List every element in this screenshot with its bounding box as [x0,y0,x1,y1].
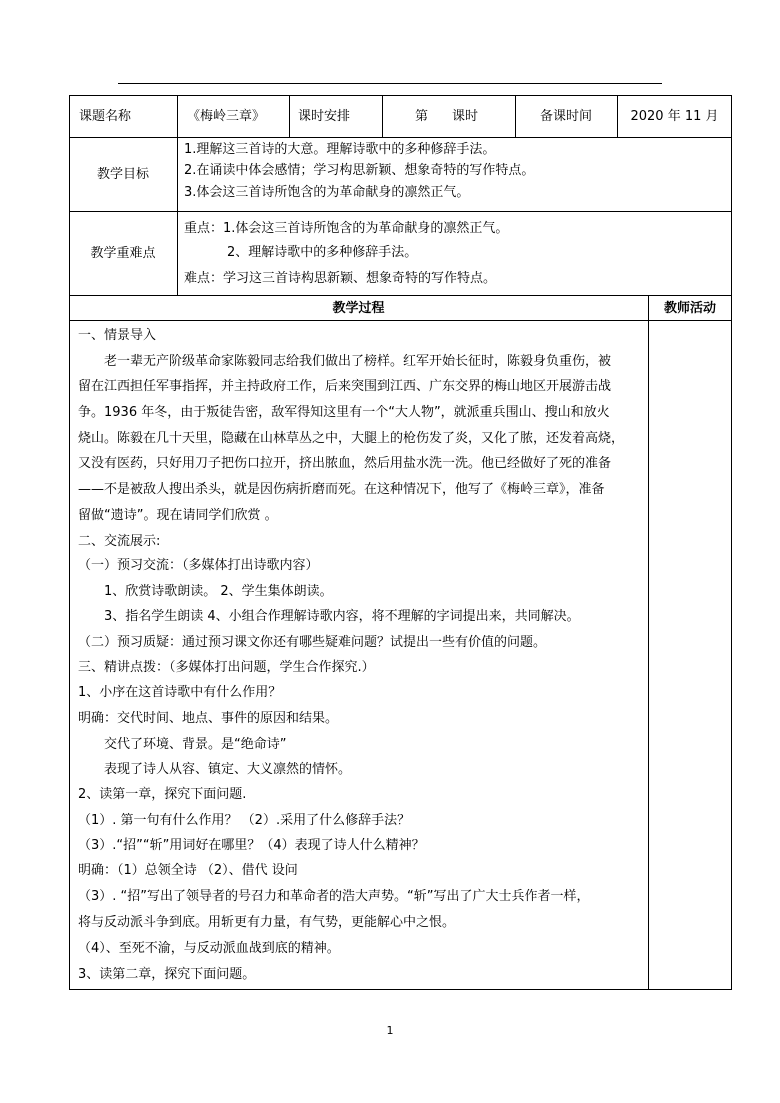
process-line: 烧山。陈毅在几十天里，隐藏在山林草丛之中，大腿上的枪伤发了炎，又化了脓，还发着高烧， [78,431,625,446]
process-line: （一）预习交流：（多媒体打出诗歌内容） [78,558,319,573]
objective-item: 3.体会这三首诗所饱含的为革命献身的凛然正气。 [184,185,470,200]
process-line: （4）、至死不渝，与反动派血战到底的精神。 [78,941,340,956]
row-divider [69,137,732,138]
page-number: 1 [386,1024,394,1037]
objectives-label: 教学目标 [96,167,149,182]
period-di: 第 [415,109,429,124]
process-line: （3）.“招”“斩”用词好在哪里？（4）表现了诗人什么精神？ [78,838,425,853]
process-line: 1、欣赏诗歌朗读。 2、学生集体朗读。 [104,584,333,599]
process-line: 明确：交代时间、地点、事件的原因和结果。 [78,711,339,726]
process-line: 二、交流展示: [78,534,161,549]
key-point-line: 难点：学习这三首诗构思新颖、想象奇特的写作特点。 [184,271,497,286]
process-line: （二）预习质疑：通过预习课文你还有哪些疑难问题？试提出一些有价值的问题。 [78,635,547,650]
row-divider [69,295,732,296]
objective-item: 1.理解这三首诗的大意。理解诗歌中的多种修辞手法。 [184,142,496,157]
col-divider [289,95,290,137]
col-divider [382,95,383,137]
process-line: 2、读第一章，探究下面问题. [78,787,247,802]
header-rule [118,83,662,84]
process-line: 三、精讲点拨：（多媒体打出问题，学生合作探究.） [78,660,375,675]
label-schedule: 课时安排 [298,109,351,124]
process-line: 1、小序在这首诗歌中有什么作用？ [78,685,282,700]
process-header: 教学过程 [332,301,385,316]
col-divider [177,95,178,211]
process-line: 将与反动派斗争到底。用斩更有力量，有气势，更能解心中之恨。 [78,915,456,930]
key-points-label: 教学重难点 [90,246,156,261]
process-line: 表现了诗人从容、镇定、大义凛然的情怀。 [104,762,352,777]
process-line: 一、情景导入 [78,328,157,343]
process-line: （1）. 第一句有什么作用？ （2）.采用了什么修辞手法？ [78,813,411,828]
col-divider [648,295,649,990]
label-title: 课题名称 [79,109,132,124]
process-line: 又没有医药，只好用刀子把伤口拉开，挤出脓血，然后用盐水洗一洗。他已经做好了死的准备 [78,456,612,471]
lesson-title: 《梅岭三章》 [187,109,266,124]
process-line: 争。1936 年冬，由于叛徒告密，敌军得知这里有一个“大人物”，就派重兵围山、搜山和放火 [78,405,610,420]
process-line: ——不是被敌人搜出杀头，就是因伤病折磨而死。在这种情况下，他写了《梅岭三章》，准备 [78,482,605,497]
process-line: 交代了环境、背景。是“绝命诗” [104,737,287,752]
key-point-line: 2、理解诗歌中的多种修辞手法。 [227,245,418,260]
row-divider [69,320,732,321]
col-divider [177,211,178,295]
process-line: 明确：（1）总领全诗 （2）、借代 设问 [78,863,298,878]
key-point-line: 重点：1.体会这三首诗所饱含的为革命献身的凛然正气。 [184,221,509,236]
label-prep-time: 备课时间 [539,109,592,124]
process-line: 留做“遗诗”。现在请同学们欣赏 。 [78,508,278,523]
process-line: 3、读第二章，探究下面问题。 [78,967,256,982]
prep-time: 2020 年 11 月 [630,109,719,124]
objective-item: 2.在诵读中体会感情；学习构思新颖、想象奇特的写作特点。 [184,163,535,178]
row-divider [69,211,732,212]
process-line: （3）. “招”写出了领导者的号召力和革命者的浩大声势。“斩”写出了广大士兵作者一样， [78,889,590,904]
period-keshi: 课时 [452,109,479,124]
process-line: 老一辈无产阶级革命家陈毅同志给我们做出了榜样。红军开始长征时，陈毅身负重伤，被 [104,354,612,369]
teacher-activity-header: 教师活动 [663,301,716,316]
process-line: 留在江西担任军事指挥，并主持政府工作，后来突围到江西、广东交界的梅山地区开展游击战 [78,379,612,394]
process-line: 3、指名学生朗读 4、小组合作理解诗歌内容，将不理解的字词提出来，共同解决。 [104,609,580,624]
